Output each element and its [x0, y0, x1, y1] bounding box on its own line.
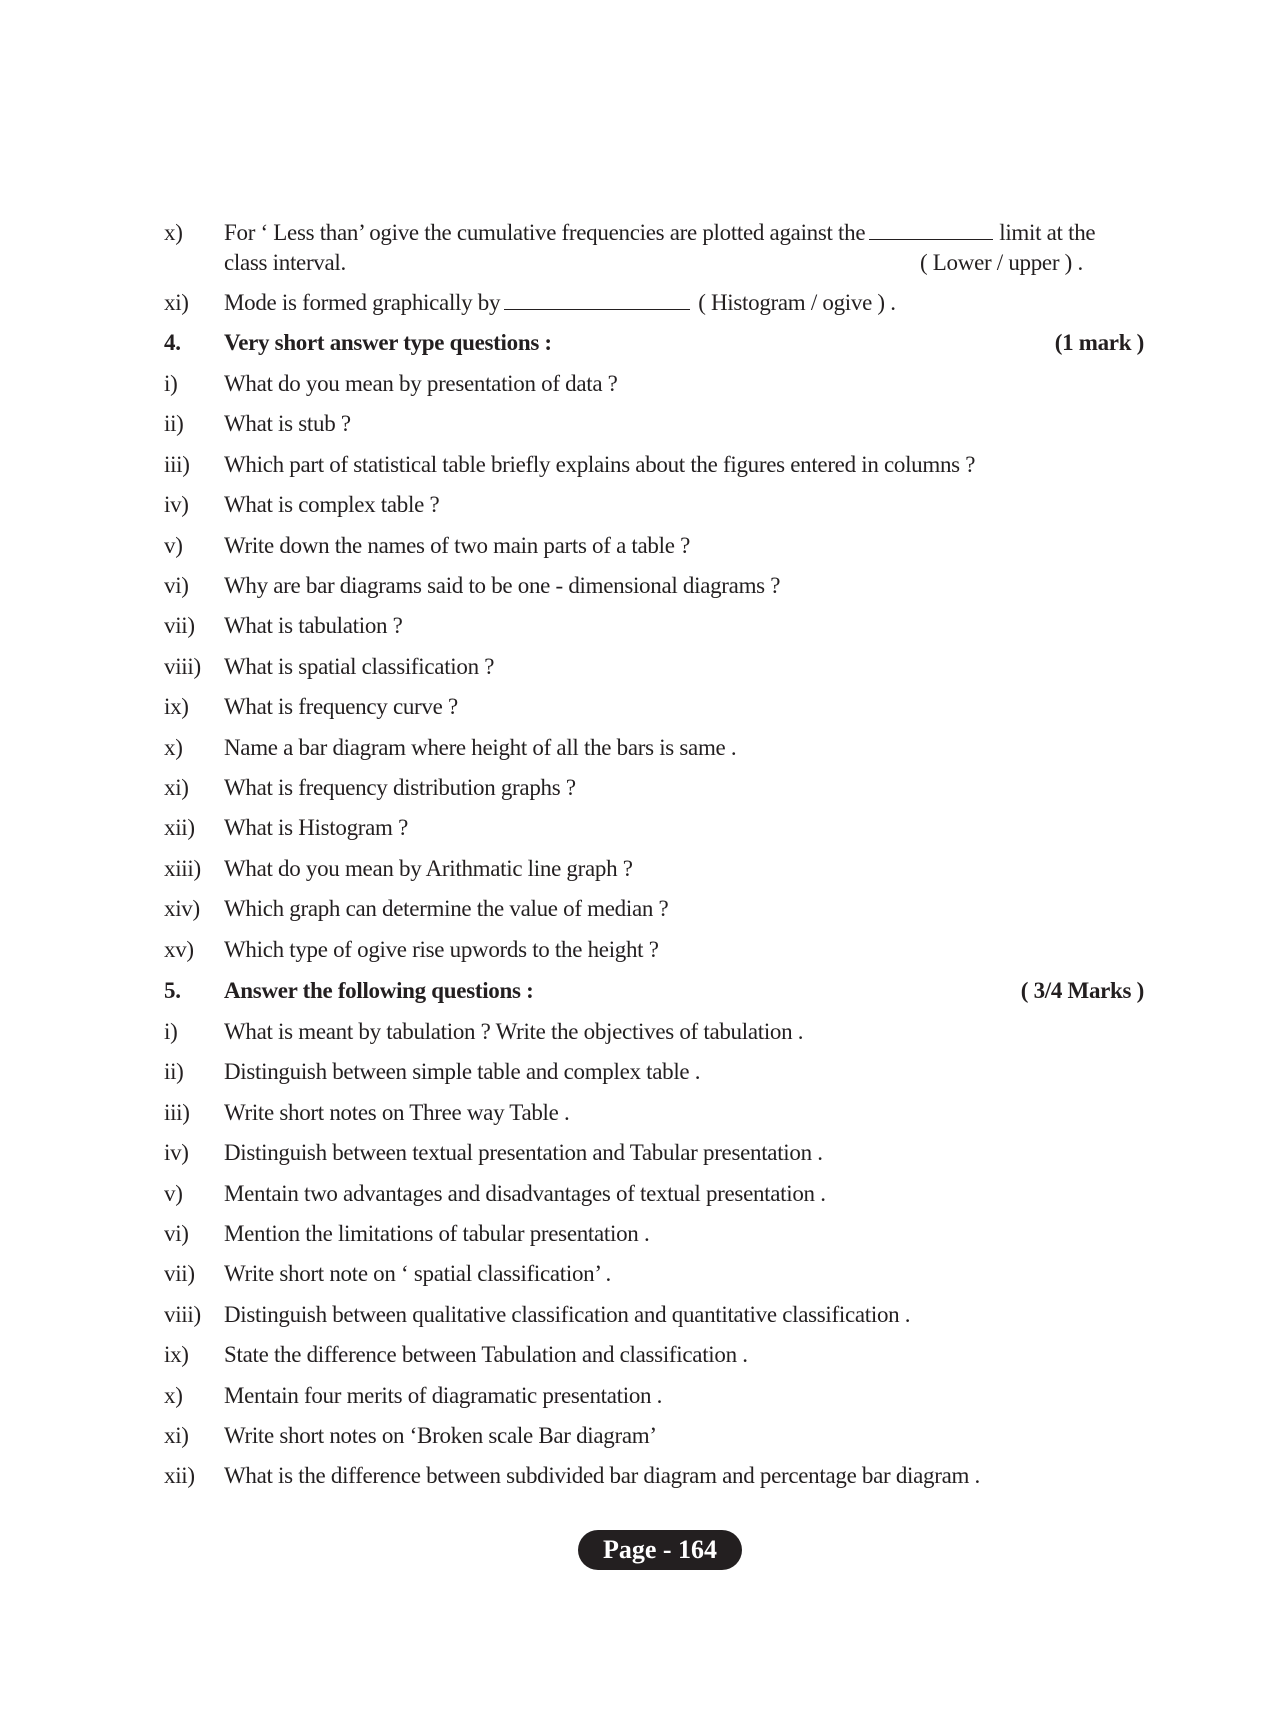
question-text: Distinguish between simple table and complex table .: [224, 1059, 701, 1085]
question-text: Mentain four merits of diagramatic presentation .: [224, 1382, 663, 1408]
answer-blank: [869, 219, 993, 240]
question-number: viii): [164, 1301, 201, 1327]
question-number: vii): [164, 613, 195, 639]
question-number: ii): [164, 411, 184, 437]
question-number: ix): [164, 1342, 189, 1368]
question-text: What is tabulation ?: [224, 613, 403, 639]
question-text: Which graph can determine the value of median ?: [224, 896, 669, 922]
question-text-line2: class interval.: [224, 250, 346, 275]
question-number: vii): [164, 1261, 195, 1287]
answer-blank: [504, 289, 690, 310]
section-title: Very short answer type questions :: [224, 330, 552, 355]
question-text: Which part of statistical table briefly explains about the figures entered in columns ?: [224, 451, 976, 477]
question-text: Write short notes on ‘Broken scale Bar diagram’: [224, 1423, 657, 1448]
question-number: i): [164, 371, 178, 396]
question-number: xi): [164, 775, 189, 800]
question-number: xii): [164, 1463, 195, 1489]
question-text: What is complex table ?: [224, 492, 440, 518]
question-text: Distinguish between qualitative classification and quantitative classification .: [224, 1301, 911, 1327]
question-number: viii): [164, 653, 201, 679]
question-text: What is meant by tabulation ? Write the objectives of tabulation .: [224, 1019, 804, 1044]
question-number: x): [164, 1382, 183, 1408]
question-text: What is frequency distribution graphs ?: [224, 775, 576, 800]
answer-options: ( Histogram / ogive ) .: [698, 290, 896, 315]
question-text: Name a bar diagram where height of all the bars is same .: [224, 734, 737, 760]
question-text: Mode is formed graphically by ( Histogram / ogive ) .: [224, 290, 896, 315]
question-number: xi): [164, 290, 189, 315]
question-number: ix): [164, 694, 189, 720]
question-number: xi): [164, 1423, 189, 1448]
question-number: ii): [164, 1059, 184, 1085]
answer-options: ( Lower / upper ) .: [920, 250, 1083, 275]
question-text: Distinguish between textual presentation and Tabular presentation .: [224, 1140, 823, 1166]
question-number: iv): [164, 1140, 189, 1166]
section-number: 5.: [164, 978, 181, 1003]
question-text: Write down the names of two main parts of a table ?: [224, 532, 690, 558]
question-number: v): [164, 532, 183, 558]
question-number: xii): [164, 815, 195, 841]
question-text: For ‘ Less than’ ogive the cumulative frequencies are plotted against the limit at the: [224, 220, 1096, 245]
question-number: vi): [164, 573, 189, 598]
question-number: iv): [164, 492, 189, 518]
question-text: Write short notes on Three way Table .: [224, 1099, 570, 1125]
question-number: xiii): [164, 855, 201, 881]
question-number: iii): [164, 1099, 190, 1125]
question-number: i): [164, 1019, 178, 1044]
question-text: What do you mean by presentation of data ?: [224, 371, 618, 396]
question-text: What is spatial classification ?: [224, 653, 495, 679]
question-text: Mention the limitations of tabular presentation .: [224, 1221, 650, 1246]
question-number: x): [164, 734, 183, 760]
question-text: What do you mean by Arithmatic line graph ?: [224, 855, 633, 881]
question-number: x): [164, 220, 183, 245]
question-text: What is frequency curve ?: [224, 694, 458, 720]
question-text: Why are bar diagrams said to be one - dimensional diagrams ?: [224, 573, 781, 598]
question-number: vi): [164, 1221, 189, 1246]
section-number: 4.: [164, 330, 181, 355]
section-marks: ( 3/4 Marks ): [1020, 978, 1144, 1003]
question-number: xiv): [164, 896, 200, 922]
question-text: What is the difference between subdivided bar diagram and percentage bar diagram .: [224, 1463, 980, 1489]
question-text: What is stub ?: [224, 411, 351, 437]
question-number: xv): [164, 936, 194, 962]
question-text: Which type of ogive rise upwords to the height ?: [224, 936, 659, 962]
question-text: What is Histogram ?: [224, 815, 409, 841]
question-number: v): [164, 1180, 183, 1206]
section-marks: (1 mark ): [1054, 330, 1144, 355]
question-text: State the difference between Tabulation and classification .: [224, 1342, 748, 1368]
section-title: Answer the following questions :: [224, 978, 534, 1003]
page-number-badge: Page - 164: [578, 1530, 742, 1570]
question-text: Write short note on ‘ spatial classification’ .: [224, 1261, 611, 1287]
question-text: Mentain two advantages and disadvantages of textual presentation .: [224, 1180, 826, 1206]
question-number: iii): [164, 451, 190, 477]
